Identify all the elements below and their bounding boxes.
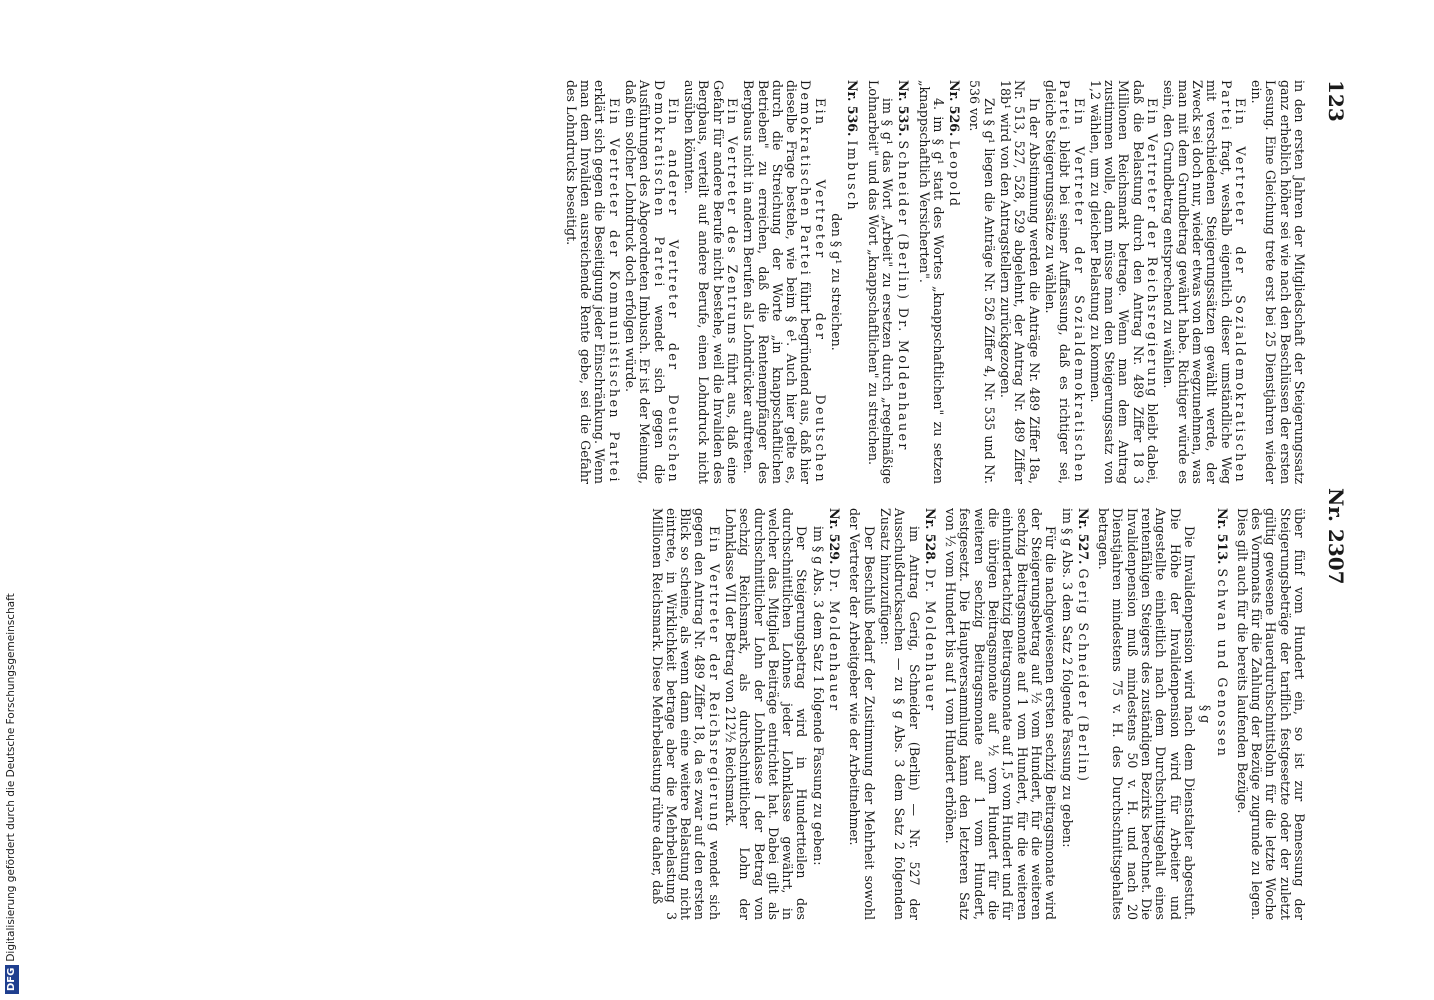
paragraph-text: fragt, weshalb eigentlich dieser umständliche Weg mit verschiedenen Steigerungssätzen gewählt werde, der Zweck sei doch nur, wieder etwas von dem wegzunehmen, was man mit dem Grundbetrag gewährt habe. Richtiger würde es sein, den Grundbetrag entsprechend zu wählen. (1161, 80, 1234, 484)
speaker: Ein Vertreter der Reichsregierung (1145, 98, 1161, 399)
paragraph-text: führt aus, daß eine Gefahr für andere Berufe nicht bestehe, weil die Invaliden des Bergbaus, verteilt auf andere Berufe, einen Lohndruck nicht ausüben könnten. (682, 80, 741, 485)
paragraph (847, 508, 876, 920)
paragraph (1059, 508, 1073, 920)
paragraph-text: erklärt sich gegen die Beseitigung jeder Einschränkung. Wenn man dem Invaliden ausreichende Rente gebe, sei die Gefahr des Lohndrucks beseitigt. (563, 80, 608, 484)
motion-number: Nr. 513. (1214, 508, 1230, 565)
paragraph-text: bleibt bei seiner Auffassung, daß es richtiger sei, gleiche Steigerungssätze zu wählen. (1042, 80, 1073, 484)
paragraph (1198, 508, 1212, 920)
paragraph (967, 80, 996, 484)
motion-sponsors: Imbusch (845, 140, 861, 212)
motion-number: Nr. 535. (896, 80, 912, 137)
right-column (647, 508, 1306, 920)
paragraph-text: Die Invalidenpension wird nach dem Dienstalter abgestuft. Die Höhe der Invalidenpension wird für Arbeiter und Angestellte einheitlich nach dem Durchschnittsgehalt eines rentenfähigen Steigers des zuständigen Bezirks berechnet. Die Invalidenpension muß mindestens 50 v. H. und nach 20 Dienstjahren mindestens 75 v. H. des Durchschnittsgehaltes betragen. (1096, 508, 1197, 920)
paragraph-text: den § g¹ zu streichen. (829, 213, 845, 351)
paragraph-text: im § g¹ das Wort „Arbeit" zu ersetzen durch „regelmäßige Lohnarbeit" und das Wort „knappschaftlichen" zu streichen. (865, 80, 895, 484)
paragraph-text: im § g Abs. 3 dem Satz 1 folgende Fassung zu geben: (810, 526, 826, 866)
paragraph (723, 508, 809, 920)
paragraph (878, 508, 921, 920)
speaker: Ein Vertreter des Zentrums (725, 98, 741, 346)
motion-sponsors: Gerig Schneider (Berlin) (1075, 568, 1091, 784)
paragraph (1249, 80, 1306, 484)
speaker: Ein Vertreter der Sozialdemokratischen Partei (1218, 80, 1248, 484)
paragraph-text: bleibt dabei, daß die Belastung durch den Antrag Nr. 489 Ziffer 18 3 Millionen Reichsmark betrage. Wenn man dem Antrag zustimmen wolle, dann müsse man den Steigerungssatz von 1,2 wählen, um zu gleicher Belastung zu kommen. (1087, 80, 1161, 484)
paragraph-text: Der Beschluß bedarf der Zustimmung der Mehrheit sowohl der Vertreter der Arbeitgeber wie der Arbeitnehmer. (847, 508, 877, 920)
motion-number: Nr. 536. (845, 80, 861, 137)
paragraph-text: Zu § g¹ liegen die Anträge Nr. 526 Ziffer 4, Nr. 535 und Nr. 536 vor. (967, 80, 997, 484)
credit-text: Digitalisierung gefördert durch die Deutsche Forschungsgemeinschaft (5, 593, 17, 962)
motion-sponsors: Schwan und Genossen (1214, 568, 1230, 759)
document-number: Nr. 2307 (1324, 488, 1348, 585)
motion-heading (1214, 508, 1228, 920)
paragraph-text: Für die nachgewiesenen ersten sechzig Beitragsmonate wird der Steigerungsbetrag auf ½ vom Hundert, für die weiteren sechzig Beitragsmonate auf 1 vom Hundert, für die weiteren einhundertachtzig Beitragsmonate auf 1,5 vom Hundert und für die übrigen Beitragsmonate auf ½ vom Hundert für die weiteren sechzig Beitragsmonate auf 1 vom Hundert, festgesetzt. Die Hauptversammlung kann den letzteren Satz von ½ vom Hundert bis auf 1 vom Hundert erhöhen. (943, 508, 1059, 920)
paragraph (916, 80, 945, 484)
paragraph (1235, 508, 1306, 920)
paragraph (741, 80, 827, 484)
paragraph-text: im Antrag Gerig, Schneider (Berlin) — Nr. 527 der Ausschußdrucksachen — zu § g Abs. 3 dem Satz 2 folgenden Zusatz hinzuzufügen: (877, 508, 922, 920)
paragraph-text: wendet sich gegen die Ausführungen des Abgeordneten Imbusch. Er ist der Meinung, daß ein solcher Lohndruck doch erfolgen würde. (622, 80, 667, 484)
motion-heading (1076, 508, 1090, 920)
motion-heading (827, 508, 841, 920)
paragraph (682, 80, 739, 484)
speaker: Ein Vertreter der Sozialdemokratischen Partei (1057, 80, 1087, 484)
paragraph (649, 508, 720, 920)
speaker: Ein Vertreter der Kommunistischen Partei (606, 98, 622, 484)
digitization-credit (2, 570, 21, 994)
paragraph-text: führt begründend aus, daß hier dieselbe Frage bestehe, wie beim § e¹. Auch hier gelte es, durch die Streichung der Worte „in knappschaftlichen Betrieben" zu erreichen, daß die Rentenempfänger des Bergbaus nicht in andern Berufen als Lohndrücker auftreten. (741, 80, 814, 484)
motion-sponsors: Dr. Moldenhauer (922, 568, 938, 713)
dfg-logo: DFG (5, 965, 19, 994)
paragraph-text: wendet sich gegen den Antrag Nr. 489 Ziffer 18, da es zwar auf den ersten Blick so scheine, als wenn dann eine weitere Belastung nicht eintrete, in Wirklichkeit betrage aber die Mehrbelastung 3 Millionen Reichsmark. Diese Mehrbelastung rühre daher, daß (649, 508, 722, 920)
paragraph (811, 508, 825, 920)
paragraph (1161, 80, 1247, 484)
motion-number: Nr. 529. (827, 508, 843, 565)
left-column (561, 80, 1306, 484)
paragraph (623, 80, 680, 484)
page-number: 123 (1324, 80, 1348, 122)
motion-heading (947, 80, 961, 484)
paragraph (865, 80, 894, 484)
speaker: Ein Vertreter der Reichsregierung (706, 526, 722, 834)
paragraph (1096, 508, 1196, 920)
paragraph-text: § g (1198, 704, 1214, 724)
paragraph (829, 80, 843, 484)
motion-sponsors: Dr. Moldenhauer (827, 568, 843, 713)
paragraph (943, 508, 1057, 920)
paragraph (563, 80, 620, 484)
paragraph-text: In der Abstimmung werden die Anträge Nr. 489 Ziffer 18a, Nr. 513, 527, 528, 529 abgelehnt, der Antrag Nr. 489 Ziffer 18b¹ wird von den Antragstellern zurückgezogen. (998, 80, 1042, 484)
paragraph (1043, 80, 1086, 484)
motion-sponsors: Schneider (Berlin) Dr. Moldenhauer (896, 140, 912, 452)
speaker: Ein anderer Vertreter der Deutschen Demokratischen Partei (651, 80, 681, 484)
paragraph-text: Der Steigerungsbetrag wird in Hundertteilen des durchschnittlichen Lohnes jeder Lohnklasse gewährt, in welcher das Mitglied Beiträge entrichtet hat. Dabei gilt als durchschnittlicher Lohn der Lohnklasse I der Betrag von sechzig Reichsmark, als durchschnittlicher Lohn der Lohnklasse VII der Betrag von 212½ Reichsmark. (723, 508, 810, 920)
paragraph-text: 4. im § g¹ statt des Wortes „knappschaftlichen" zu setzen „knappschaftlich Versicherten". (916, 80, 946, 484)
paragraph-text: in den ersten Jahren der Mitgliedschaft der Steigerungssatz ganz erheblich höher sei wie nach den Beschlüssen der ersten Lesung. Eine Gleichung trete erst bei 25 Dienstjahren wieder ein. (1249, 80, 1307, 484)
paragraph-text: im § g Abs. 3 dem Satz 2 folgende Fassung zu geben: (1059, 508, 1075, 848)
speaker: Ein Vertreter der Deutschen Demokratischen Partei (798, 80, 828, 484)
paragraph (1088, 80, 1159, 484)
motion-number: Nr. 528. (922, 508, 938, 565)
paragraph-text: über fünf vom Hundert ein, so ist zur Bemessung der Steigerungsbeträge der tariflich festgesetzte oder der zuletzt gültig gewesene Hauerdurchschnittslohn für die letzte Woche des Vormonats für die Zahlung der Bezüge zugrunde zu legen. Dies gilt auch für die bereits laufenden Bezüge. (1234, 508, 1307, 920)
motion-heading (896, 80, 910, 484)
paragraph (998, 80, 1041, 484)
motion-heading (923, 508, 937, 920)
motion-number: Nr. 526. (947, 80, 963, 137)
motion-heading (845, 80, 859, 484)
motion-number: Nr. 527. (1075, 508, 1091, 565)
motion-sponsors: Leopold (947, 140, 963, 209)
